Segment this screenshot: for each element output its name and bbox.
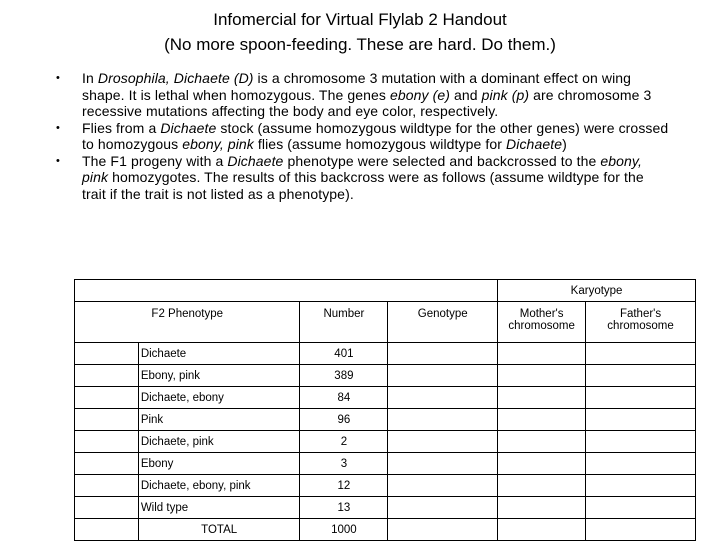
bullet-item: • Flies from a Dichaete stock (assume homozygous wildtype for the other genes) were crossed to homozygous ebony, pink flies (assume homozygous wildtype for Dichaete) bbox=[50, 120, 670, 153]
table-row bbox=[75, 343, 696, 365]
bullet-item: • In Drosophila, Dichaete (D) is a chromosome 3 mutation with a dominant effect on wing shape. It is lethal when homozygous. The genes ebony (e) and pink (p) are chromosome 3 recessive mutations affecting the body and eye color, respectively. bbox=[50, 70, 670, 120]
results-table bbox=[74, 279, 696, 541]
phenotype-cell: Dichaete, ebony bbox=[138, 387, 300, 409]
phenotype-cell: Ebony bbox=[138, 453, 300, 475]
table-row bbox=[75, 453, 696, 475]
page-subtitle: (No more spoon-feeding. These are hard. Do them.) bbox=[164, 35, 556, 54]
number-cell: 96 bbox=[300, 409, 388, 431]
number-cell: 2 bbox=[300, 431, 388, 453]
page-title: Infomercial for Virtual Flylab 2 Handout bbox=[213, 10, 507, 29]
number-cell: 12 bbox=[300, 475, 388, 497]
bullet-item: • The F1 progeny with a Dichaete phenotype were selected and backcrossed to the ebony, pink homozygotes. The results of this backcross were as follows (assume wildtype for the trait if the trait is not listed as a phenotype). bbox=[50, 153, 670, 203]
table-row bbox=[75, 475, 696, 497]
bullet-list bbox=[50, 70, 670, 202]
phenotype-cell: Ebony, pink bbox=[138, 365, 300, 387]
table-row bbox=[75, 365, 696, 387]
total-label: TOTAL bbox=[138, 519, 300, 541]
header-phenotype: F2 Phenotype bbox=[75, 302, 300, 343]
table-row bbox=[75, 409, 696, 431]
phenotype-cell: Wild type bbox=[138, 497, 300, 519]
header-father-chromosome: Father's chromosome bbox=[586, 302, 696, 343]
phenotype-cell: Dichaete, ebony, pink bbox=[138, 475, 300, 497]
header-mother-chromosome: Mother's chromosome bbox=[498, 302, 586, 343]
number-cell: 13 bbox=[300, 497, 388, 519]
table-row bbox=[75, 497, 696, 519]
header-genotype: Genotype bbox=[388, 302, 498, 343]
number-cell: 3 bbox=[300, 453, 388, 475]
phenotype-cell: Pink bbox=[138, 409, 300, 431]
number-cell: 401 bbox=[300, 343, 388, 365]
table-row bbox=[75, 387, 696, 409]
total-value: 1000 bbox=[300, 519, 388, 541]
total-row bbox=[75, 519, 696, 541]
table-row bbox=[75, 431, 696, 453]
karyotype-header: Karyotype bbox=[498, 280, 696, 302]
phenotype-cell: Dichaete, pink bbox=[138, 431, 300, 453]
number-cell: 84 bbox=[300, 387, 388, 409]
number-cell: 389 bbox=[300, 365, 388, 387]
phenotype-cell: Dichaete bbox=[138, 343, 300, 365]
header-number: Number bbox=[300, 302, 388, 343]
